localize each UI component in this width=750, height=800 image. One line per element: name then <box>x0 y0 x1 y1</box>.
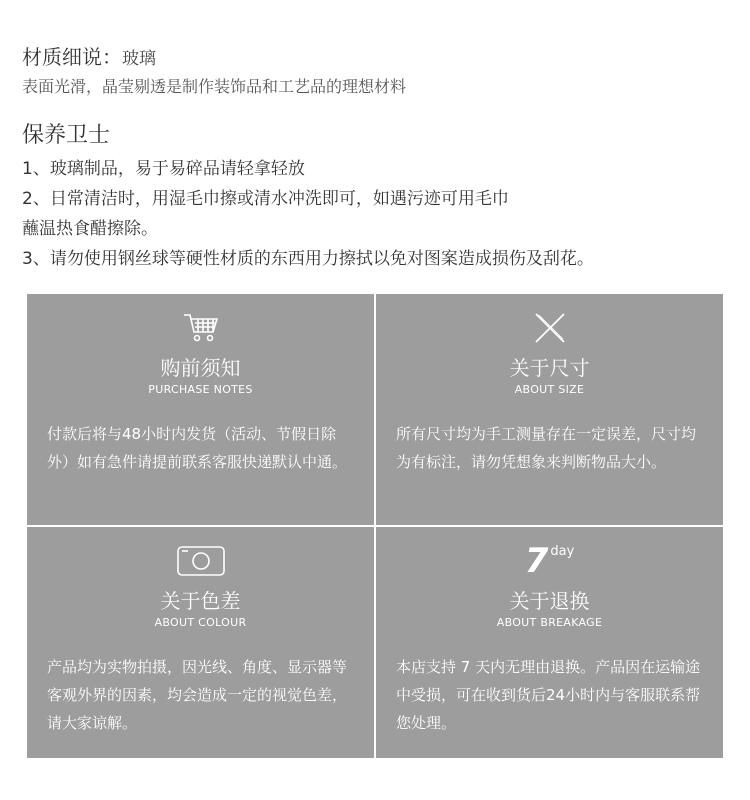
care-item: 3、请勿使用钢丝球等硬性材质的东西用力擦拭以免对图案造成损伤及刮花。 <box>22 249 594 269</box>
card-subtitle: ABOUT SIZE <box>514 383 585 396</box>
material-section <box>22 44 406 98</box>
info-card-grid <box>27 294 723 758</box>
card-about-size <box>376 294 723 525</box>
care-section <box>22 122 732 274</box>
card-description: 付款后将与48小时内发货（活动、节假日除外）如有急件请提前联系客服快递默认中通。 <box>47 425 348 471</box>
material-value: 玻璃 <box>122 49 156 69</box>
card-about-breakage <box>376 527 723 758</box>
camera-icon <box>27 543 374 579</box>
card-title: 关于退换 <box>509 589 590 613</box>
card-subtitle: ABOUT COLOUR <box>154 616 247 629</box>
card-purchase-notes <box>27 294 374 525</box>
card-title: 关于色差 <box>160 589 241 613</box>
shopping-cart-icon <box>27 310 374 346</box>
card-description: 产品均为实物拍摄，因光线、角度、显示器等客观外界的因素，均会造成一定的视觉色差，请大家谅解。 <box>47 658 348 732</box>
seven-day-number: 7 <box>524 541 549 581</box>
card-subtitle: PURCHASE NOTES <box>148 383 253 396</box>
seven-day-unit: day <box>550 543 575 559</box>
card-subtitle: ABOUT BREAKAGE <box>496 616 603 629</box>
care-title: 保养卫士 <box>22 123 111 148</box>
seven-day-icon <box>376 543 723 579</box>
material-description: 表面光滑，晶莹剔透是制作装饰品和工艺品的理想材料 <box>22 77 407 96</box>
card-about-colour <box>27 527 374 758</box>
card-description: 本店支持 7 天内无理由退换。产品因在运输途中受损，可在收到货后24小时内与客服联系帮您处理。 <box>396 658 701 732</box>
scissors-icon <box>376 310 723 346</box>
material-line <box>22 44 406 72</box>
material-label: 材质细说： <box>22 45 122 69</box>
card-title: 关于尺寸 <box>509 356 590 380</box>
care-item: 1、玻璃制品，易于易碎品请轻拿轻放 <box>22 159 305 179</box>
card-title: 购前须知 <box>160 356 241 380</box>
care-item: 2、日常清洁时，用湿毛巾擦或清水冲洗即可，如遇污迹可用毛巾 <box>22 189 509 209</box>
card-description: 所有尺寸均为手工测量存在一定误差，尺寸均为有标注，请勿凭想象来判断物品大小。 <box>396 425 697 471</box>
care-item: 蘸温热食醋擦除。 <box>22 219 158 239</box>
